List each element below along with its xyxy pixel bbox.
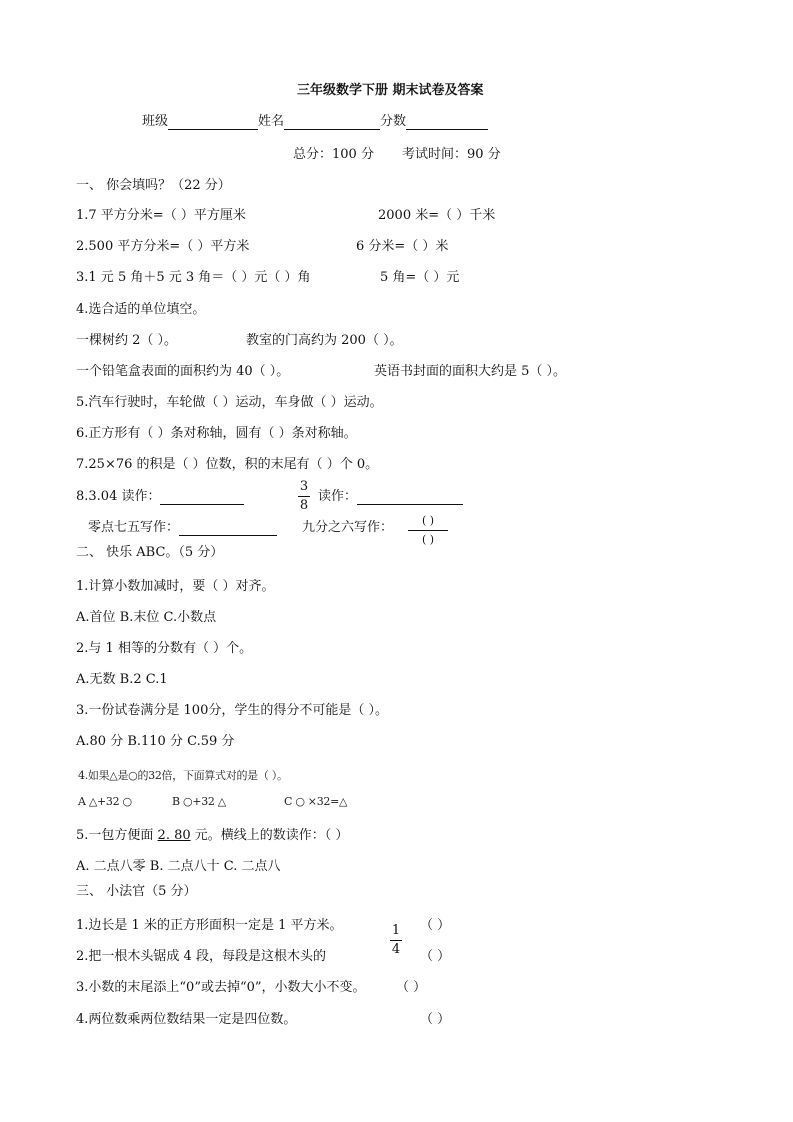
exam-time: 考试时间：90 分 — [402, 147, 501, 162]
s3-q1-paren[interactable]: （ ） — [420, 918, 451, 933]
s1-q3b: 5 角=（ ）元 — [380, 270, 460, 285]
s2-q4-option-c: C ○ ×32=△ — [284, 795, 348, 808]
section2-heading: 二、 快乐 ABC。（5 分） — [76, 545, 224, 560]
s1-q8a-label: 8.3.04 读作： — [76, 489, 161, 504]
s1-q1b: 2000 米=（ ）千米 — [378, 208, 496, 223]
score-field[interactable] — [406, 115, 488, 130]
s1-q8d: 九分之六写作： — [302, 520, 394, 535]
s1-q5: 5.汽车行驶时，车轮做（ ）运动，车身做（ ）运动。 — [76, 395, 383, 410]
section1-heading: 一、 你会填吗？（22 分） — [76, 178, 231, 193]
name-field[interactable] — [284, 115, 380, 130]
s1-q4d: 英语书封面的面积大约是 5（ ）。 — [374, 364, 567, 379]
s3-q2-fraction — [390, 924, 402, 957]
class-field[interactable] — [168, 115, 258, 130]
fraction-numerator: 1 — [391, 923, 401, 938]
fraction-bar — [408, 530, 448, 531]
s3-q4-paren[interactable]: （ ） — [420, 1012, 451, 1027]
s1-q8a-blank[interactable] — [160, 490, 244, 505]
section3-heading: 三、 小法官（5 分） — [76, 884, 197, 899]
s2-q4: 4.如果△是○的32倍，下面算式对的是（ ）。 — [78, 769, 288, 782]
fraction-bar — [298, 496, 310, 497]
s2-q2-options: A.无数 B.2 C.1 — [76, 672, 168, 687]
s2-q4-option-b: B ○+32 △ — [172, 795, 226, 808]
s2-q5-options: A. 二点八零 B. 二点八十 C. 二点八 — [76, 859, 281, 874]
s1-q4a: 一棵树约 2（ ）。 — [76, 333, 178, 348]
page-title: 三年级数学下册 期末试卷及答案 — [297, 83, 484, 98]
s1-q6: 6.正方形有（ ）条对称轴，圆有（ ）条对称轴。 — [76, 426, 357, 441]
s1-q3a: 3.1 元 5 角＋5 元 3 角＝（ ）元（ ）角 — [76, 270, 311, 285]
s1-q8d-fraction[interactable] — [408, 514, 448, 547]
name-label: 姓名 — [258, 114, 285, 129]
s1-q8b-blank[interactable] — [357, 490, 463, 505]
class-label: 班级 — [142, 114, 169, 129]
s3-q2: 2.把一根木头锯成 4 段，每段是这根木头的 — [76, 949, 326, 964]
s2-q5-post: 元。横线上的数读作：（ ） — [194, 828, 349, 843]
s1-q4b: 教室的门高约为 200（ ）。 — [246, 333, 403, 348]
s2-q5 — [76, 828, 348, 844]
total-score: 总分：100 分 — [293, 147, 374, 162]
s2-q2: 2.与 1 相等的分数有（ ）个。 — [76, 641, 253, 656]
s1-q1a: 1.7 平方分米=（ ）平方厘米 — [76, 208, 246, 223]
s3-q2-paren[interactable]: （ ） — [420, 949, 451, 964]
s1-q8b — [318, 489, 463, 505]
s2-q5-pre: 5.一包方便面 — [76, 828, 154, 843]
fraction-bar — [390, 940, 402, 941]
s1-q8-fraction — [298, 480, 310, 513]
blank-denominator: ( ) — [421, 533, 435, 546]
s1-q2a: 2.500 平方分米=（ ）平方米 — [76, 239, 250, 254]
s1-q8b-label: 读作： — [318, 489, 358, 504]
s2-q3: 3.一份试卷满分是 100分，学生的得分不可能是（ ）。 — [76, 703, 388, 718]
fraction-denominator: 8 — [299, 498, 309, 513]
s1-q8c-blank[interactable] — [179, 521, 277, 536]
s1-q7: 7.25×76 的积是（ ）位数，积的末尾有（ ）个 0。 — [76, 457, 379, 472]
s3-q3-paren[interactable]: （ ） — [396, 980, 427, 995]
s2-q1: 1.计算小数加减时，要（ ）对齐。 — [76, 579, 275, 594]
s1-q4c: 一个铅笔盒表面的面积约为 40（ ）。 — [76, 364, 290, 379]
s1-q8c-label: 零点七五写作： — [88, 520, 180, 535]
s1-q2b: 6 分米=（ ）米 — [356, 239, 449, 254]
fraction-numerator: 3 — [299, 479, 309, 494]
s2-q4-option-a: A △+32 ○ — [78, 795, 132, 808]
blank-numerator: ( ) — [421, 514, 435, 527]
s2-q5-value: 2. 80 — [157, 828, 191, 843]
s2-q1-options: A.首位 B.末位 C.小数点 — [76, 610, 217, 625]
s3-q3: 3.小数的末尾添上“0”或去掉“0”，小数大小不变。 — [76, 980, 366, 995]
student-info-row — [142, 114, 488, 130]
s2-q3-options: A.80 分 B.110 分 C.59 分 — [76, 734, 235, 749]
fraction-denominator: 4 — [391, 942, 401, 957]
s1-q8c — [88, 520, 277, 536]
s3-q4: 4.两位数乘两位数结果一定是四位数。 — [76, 1012, 297, 1027]
score-label: 分数 — [380, 114, 407, 129]
s1-q4: 4.选合适的单位填空。 — [76, 302, 206, 317]
s3-q1: 1.边长是 1 米的正方形面积一定是 1 平方米。 — [76, 918, 343, 933]
s1-q8a — [76, 489, 244, 505]
